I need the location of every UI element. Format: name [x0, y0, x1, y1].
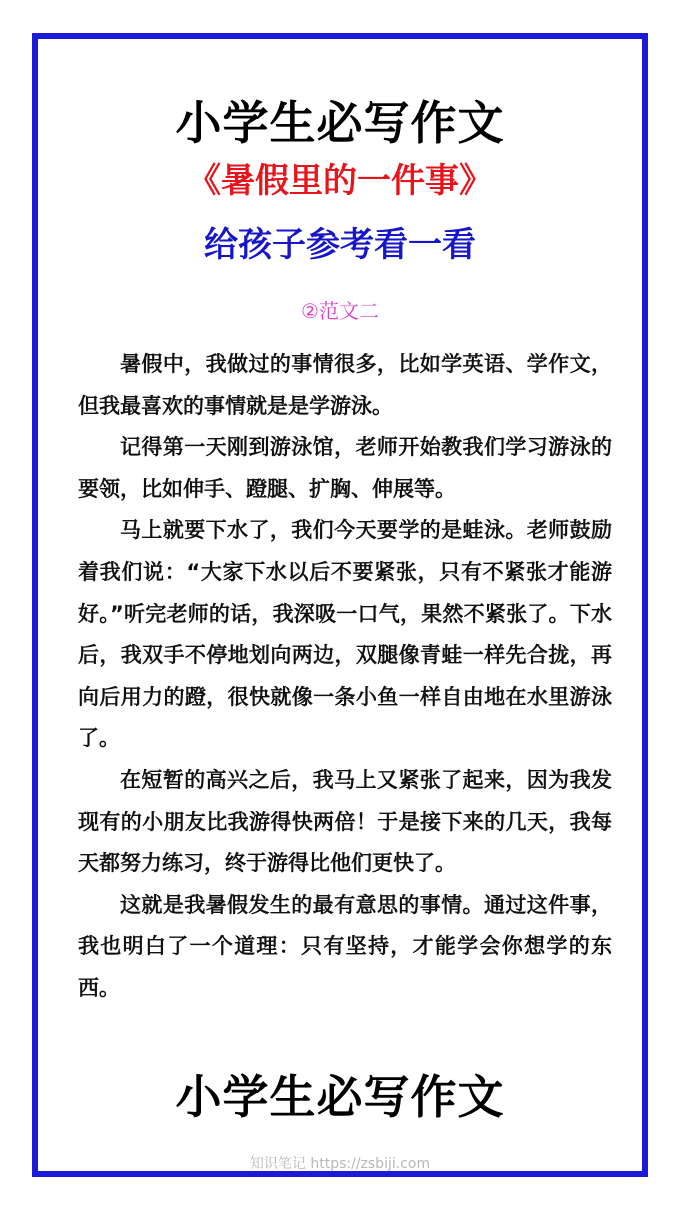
- essay-paragraph: 在短暂的高兴之后，我马上又紧张了起来，因为我发现有的小朋友比我游得快两倍！于是接下来的几天，我每天都努力练习，终于游得比他们更快了。: [78, 767, 612, 876]
- essay-paragraph: 马上就要下水了，我们今天要学的是蛙泳。老师鼓励着我们说：“大家下水以后不要紧张，只有不紧张才能游好。”听完老师的话，我深吸一口气，果然不紧张了。下水后，我双手不停地划向两边，双腿像青蛙一样先合拢，再向后用力的蹬，很快就像一条小鱼一样自由地在水里游泳了。: [78, 518, 612, 751]
- essay-subtitle: 《暑假里的一件事》: [187, 161, 493, 201]
- watermark: 知识笔记 https://zsbiji.com: [249, 1156, 431, 1172]
- essay-paragraph: 记得第一天刚到游泳馆，老师开始教我们学习游泳的要领，比如伸手、蹬腿、扩胸、伸展等。: [78, 435, 612, 501]
- essay-body: [78, 344, 612, 1010]
- essay-paragraph: 暑假中，我做过的事情很多，比如学英语、学作文，但我最喜欢的事情就是是学游泳。: [78, 352, 612, 418]
- tagline: 给孩子参考看一看: [204, 225, 476, 265]
- page-title: 小学生必写作文: [175, 96, 505, 150]
- sample-label: ②范文二: [301, 299, 379, 323]
- essay-paragraph: 这就是我暑假发生的最有意思的事情。通过这件事，我也明白了一个道理：只有坚持，才能学会你想学的东西。: [78, 892, 612, 1000]
- footer-title: 小学生必写作文: [175, 1070, 505, 1124]
- document-frame: [32, 33, 648, 1177]
